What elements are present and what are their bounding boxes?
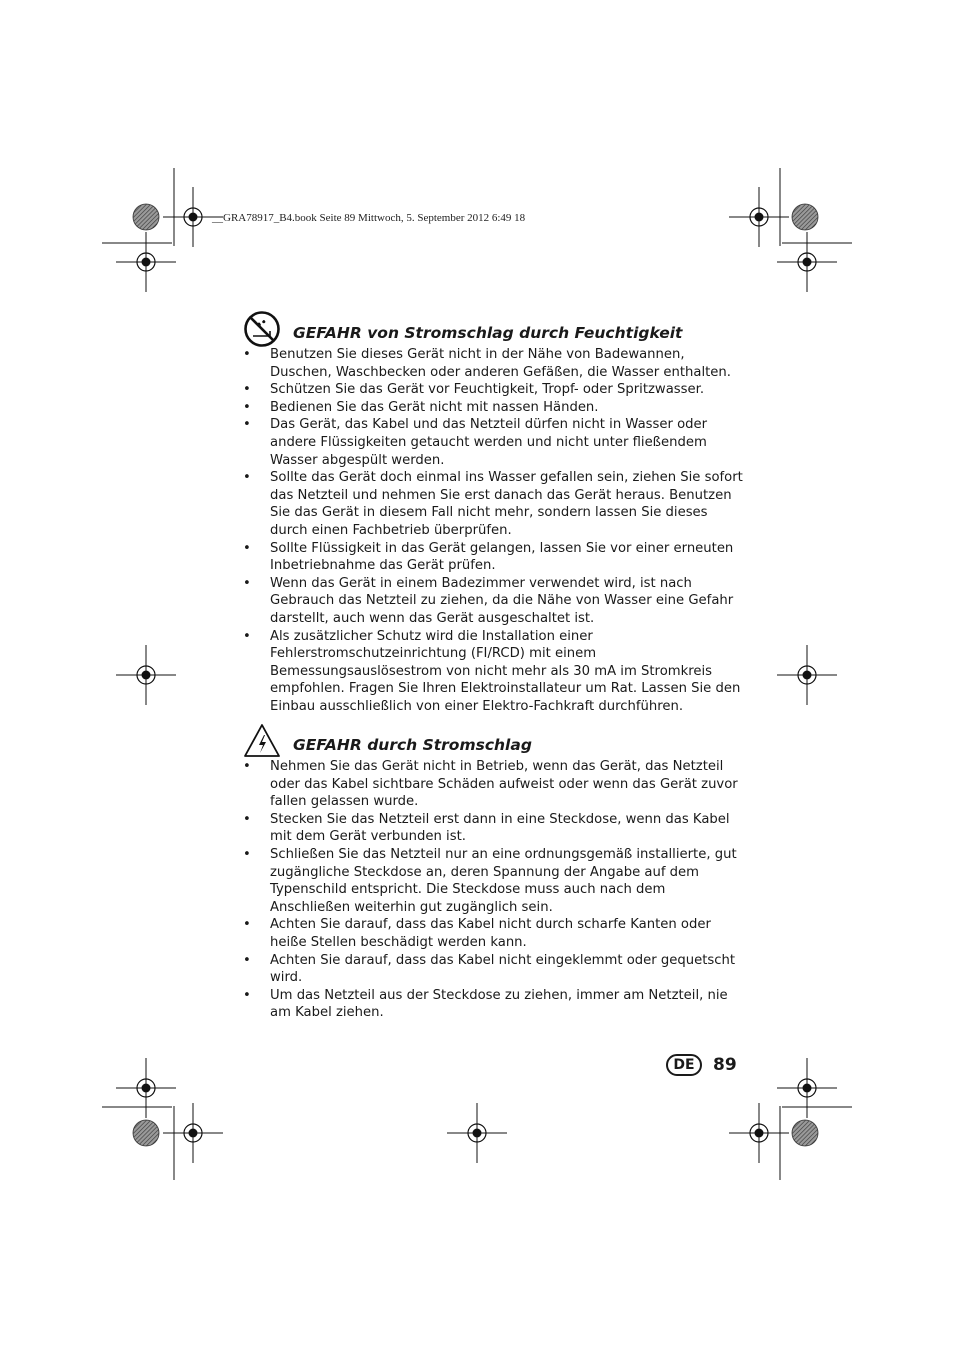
registration-mark [116, 1058, 176, 1118]
list-item: • Um das Netzteil aus der Steckdose zu ziehen, immer am Netzteil, nie am Kabel ziehen. [243, 987, 743, 1022]
color-bar-mark [133, 1120, 159, 1146]
registration-mark [777, 645, 837, 705]
registration-mark [163, 1103, 223, 1163]
language-badge: DE [666, 1054, 702, 1076]
list-item: • Sollte Flüssigkeit in das Gerät gelangen, lassen Sie vor einer erneuten Inbetriebnahme das Gerät prüfen. [243, 540, 743, 575]
registration-mark [447, 1103, 507, 1163]
list-item: • Schließen Sie das Netzteil nur an eine ordnungsgemäß installierte, gut zugängliche Steckdose an, deren Spannung der Angabe auf dem Typenschild entspricht. Die Steckdose muss auch nach dem Anschließen weiterhin gut zugänglich sein. [243, 846, 743, 916]
list-item: • Benutzen Sie dieses Gerät nicht in der Nähe von Badewannen, Duschen, Waschbecken oder anderen Gefäßen, die Wasser enthalten. [243, 346, 743, 381]
list-item: • Bedienen Sie das Gerät nicht mit nassen Händen. [243, 399, 743, 417]
list-item: • Achten Sie darauf, dass das Kabel nicht durch scharfe Kanten oder heiße Stellen beschädigt werden kann. [243, 916, 743, 951]
color-bar-mark [133, 204, 159, 230]
registration-mark [116, 232, 176, 292]
registration-mark [777, 1058, 837, 1118]
list-item: • Das Gerät, das Kabel und das Netzteil dürfen nicht in Wasser oder andere Flüssigkeiten getaucht werden und nicht unter fließendem Wasser abgespült werden. [243, 416, 743, 469]
list-item: • Nehmen Sie das Gerät nicht in Betrieb, wenn das Gerät, das Netzteil oder das Kabel sichtbare Schäden aufweist oder wenn das Gerät zuvor fallen gelassen wurde. [243, 758, 743, 811]
page-number: 89 [713, 1055, 737, 1075]
section-moisture-hazard [243, 310, 743, 715]
electric-warning-icon [243, 722, 281, 760]
section-heading [243, 310, 743, 340]
section-title: GEFAHR von Stromschlag durch Feuchtigkeit [293, 324, 683, 342]
bullet-list [243, 758, 743, 1022]
list-item: • Schützen Sie das Gerät vor Feuchtigkeit, Tropf- oder Spritzwasser. [243, 381, 743, 399]
list-item: • Als zusätzlicher Schutz wird die Installation einer Fehlerstromschutzeinrichtung (FI/RCD) mit einem Bemessungsauslösestrom von nicht mehr als 30 mA im Stromkreis empfohlen. Fragen Sie Ihren Elektroinstallateur um Rat. Lassen Sie den Einbau ausschließlich von einer Elektro-Fachkraft durchführen. [243, 628, 743, 716]
list-item: • Achten Sie darauf, dass das Kabel nicht eingeklemmt oder gequetscht wird. [243, 952, 743, 987]
section-title: GEFAHR durch Stromschlag [293, 736, 532, 754]
file-info-header: __GRA78917_B4.book Seite 89 Mittwoch, 5. September 2012 6:49 18 [212, 212, 526, 224]
section-electric-shock [243, 722, 743, 1022]
registration-mark [777, 232, 837, 292]
list-item: • Stecken Sie das Netzteil erst dann in eine Steckdose, wenn das Kabel mit dem Gerät verbunden ist. [243, 811, 743, 846]
color-bar-mark [792, 204, 818, 230]
no-water-icon [243, 310, 281, 348]
color-bar-mark [792, 1120, 818, 1146]
registration-mark [116, 645, 176, 705]
section-heading [243, 722, 743, 752]
bullet-list [243, 346, 743, 715]
list-item: • Wenn das Gerät in einem Badezimmer verwendet wird, ist nach Gebrauch das Netzteil zu ziehen, da die Nähe von Wasser eine Gefahr darstellt, auch wenn das Gerät ausgeschaltet ist. [243, 575, 743, 628]
list-item: • Sollte das Gerät doch einmal ins Wasser gefallen sein, ziehen Sie sofort das Netzteil und nehmen Sie erst danach das Gerät heraus. Benutzen Sie das Gerät in diesem Fall nicht mehr, sondern lassen Sie dieses durch einen Fachbetrieb überprüfen. [243, 469, 743, 539]
